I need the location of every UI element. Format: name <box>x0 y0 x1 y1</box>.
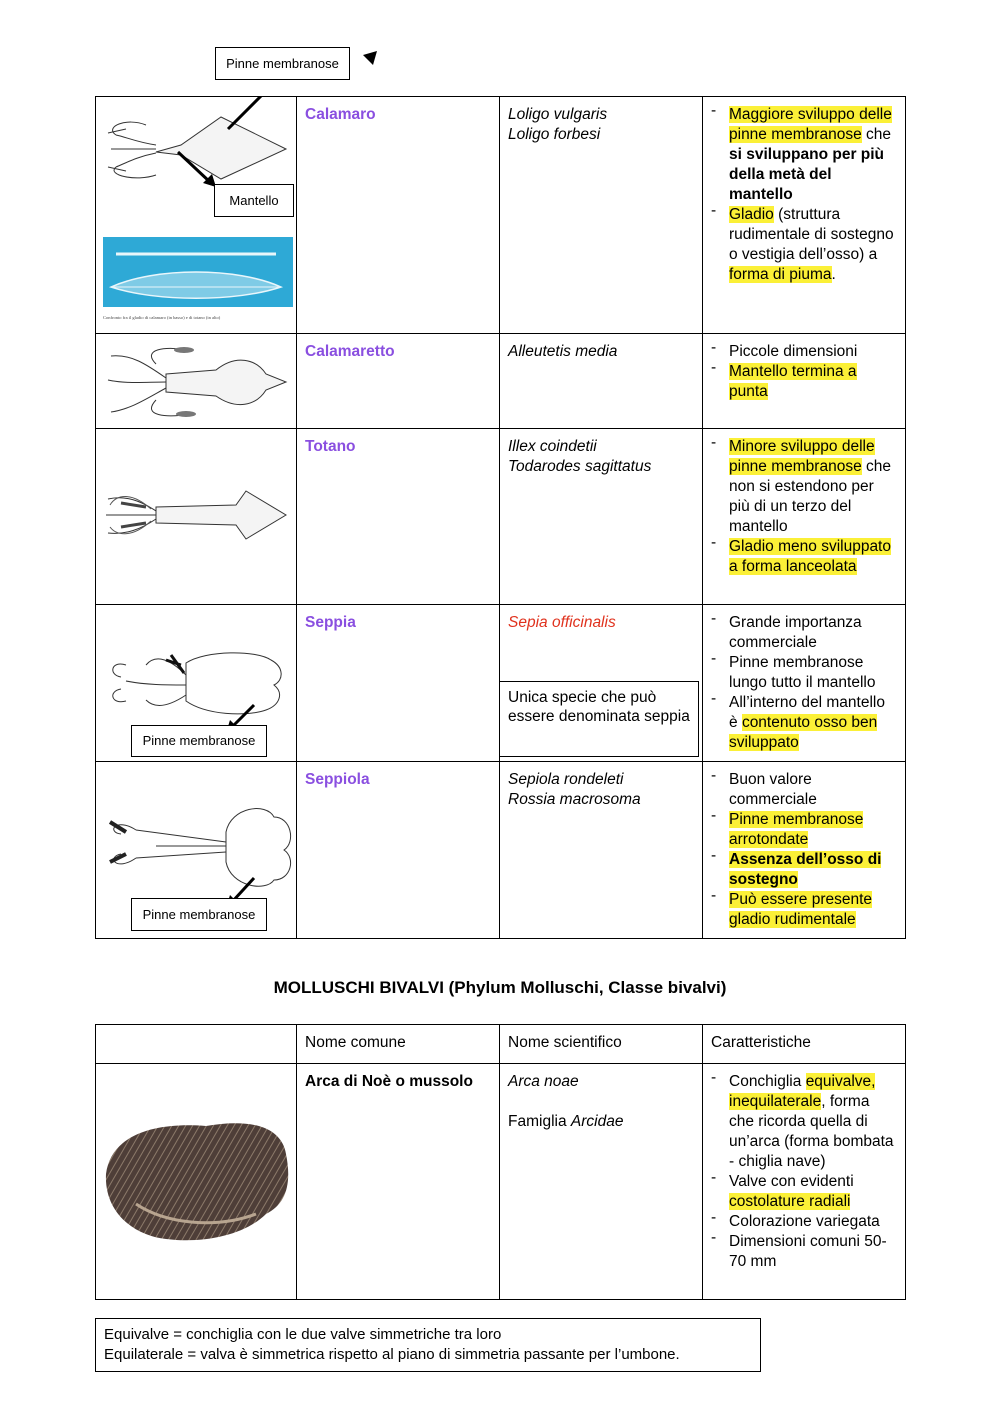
trait-text: Conchiglia <box>729 1073 806 1090</box>
sci-name: Arca noae <box>508 1073 579 1090</box>
trait-text: equivalve, inequilaterale <box>729 1073 876 1110</box>
definition-equivalve: Equivalve = conchiglia con le due valve simmetriche tra loro <box>104 1326 502 1343</box>
table-row <box>96 762 906 939</box>
common-name: Totano <box>305 438 356 455</box>
traits-list <box>711 770 897 930</box>
trait-text: costolature radiali <box>729 1193 851 1210</box>
sci-name: Sepia officinalis <box>508 614 616 631</box>
table-row <box>96 429 906 605</box>
common-name: Seppiola <box>305 771 370 788</box>
arca-traits <box>703 1064 906 1300</box>
calamaretto-drawing <box>96 334 296 428</box>
header-cell <box>96 1025 297 1064</box>
seppia-note: Unica specie che può essere denominata seppia <box>499 681 699 757</box>
table-row <box>96 97 906 334</box>
mantello-label: Mantello <box>214 184 294 217</box>
sci-name: Illex coindetii <box>508 438 597 455</box>
common-name: Calamaro <box>305 106 376 123</box>
header-cell: Nome comune <box>297 1025 500 1064</box>
totano-traits <box>703 429 906 605</box>
trait-text: Minore sviluppo delle pinne membranose <box>729 438 875 475</box>
calamaro-traits <box>703 97 906 334</box>
sci-name: Sepiola rondeleti <box>508 771 624 788</box>
seppiola-traits <box>703 762 906 939</box>
trait-text: Grande importanza commerciale <box>729 614 862 651</box>
common-name: Calamaretto <box>305 343 395 360</box>
sci-name: Todarodes sagittatus <box>508 458 652 475</box>
gladio-caption: Confronto fra il gladio di calamaro (in basso) e di totano (in alto) <box>103 315 221 320</box>
trait-text: Buon valore commerciale <box>729 771 817 808</box>
trait-text: All’interno del mantello è <box>729 694 885 731</box>
pinne-membranose-label: Pinne membranose <box>215 47 350 80</box>
list-item <box>711 437 897 537</box>
header-row <box>96 1025 906 1064</box>
list-item <box>711 342 897 362</box>
common-name: Seppia <box>305 614 356 631</box>
list-item <box>711 1072 897 1172</box>
trait-text: forma di piuma <box>729 266 832 283</box>
list-item <box>711 890 897 930</box>
traits-list <box>711 437 897 577</box>
trait-text: Assenza dell’osso di sostegno <box>729 851 882 888</box>
trait-text: (struttura rudimentale di sostegno o vestigia dell’osso) a <box>729 206 894 263</box>
trait-text: Gladio meno sviluppato a forma lanceolata <box>729 538 891 575</box>
arca-image-cell <box>96 1064 297 1300</box>
list-item <box>711 1212 897 1232</box>
trait-text: . <box>831 266 836 283</box>
family-prefix: Famiglia <box>508 1113 571 1130</box>
list-item <box>711 810 897 850</box>
traits-list <box>711 613 897 753</box>
calamaretto-traits <box>703 334 906 429</box>
trait-text: che non si estendono per più di un terzo del mantello <box>729 458 892 535</box>
cephalopods-table <box>95 96 906 939</box>
arca-shell-photo <box>96 1064 296 1298</box>
trait-text: Pinne membranose arrotondate <box>729 811 864 848</box>
sci-name: Loligo forbesi <box>508 126 601 143</box>
trait-text: si sviluppano per più della metà del mantello <box>729 146 885 203</box>
header-cell: Nome scientifico <box>500 1025 703 1064</box>
list-item <box>711 653 897 693</box>
list-item <box>711 105 897 205</box>
definition-equilaterale: Equilaterale = valva è simmetrica rispetto al piano di simmetria passante per l’umbone. <box>104 1346 680 1363</box>
traits-list <box>711 1072 897 1272</box>
traits-list <box>711 105 897 285</box>
trait-text: Dimensioni comuni 50-70 mm <box>729 1233 887 1270</box>
trait-text: Gladio <box>729 206 774 223</box>
definitions-box <box>95 1318 761 1372</box>
sci-name: Loligo vulgaris <box>508 106 608 123</box>
list-item <box>711 205 897 285</box>
trait-text: Può essere presente gladio rudimentale <box>729 891 873 928</box>
trait-text: , forma che ricorda quella di un’arca (forma bombata - chiglia nave) <box>729 1093 894 1170</box>
trait-text: Colorazione variegata <box>729 1213 880 1230</box>
table-row <box>96 1064 906 1300</box>
trait-text: Pinne membranose lungo tutto il mantello <box>729 654 876 691</box>
trait-text: che <box>861 126 892 143</box>
arrow-head-icon <box>359 49 379 69</box>
list-item <box>711 537 897 577</box>
sci-name: Alleutetis media <box>508 343 618 360</box>
list-item <box>711 1172 897 1212</box>
trait-text: Valve con evidenti <box>729 1173 854 1190</box>
family-name: Arcidae <box>570 1113 624 1130</box>
totano-drawing <box>96 429 296 604</box>
common-name: Arca di Noè o mussolo <box>305 1073 473 1090</box>
pinne-membranose-label: Pinne membranose <box>131 898 267 931</box>
list-item <box>711 362 897 402</box>
bivalves-table <box>95 1024 906 1300</box>
trait-text: Piccole dimensioni <box>729 343 858 360</box>
sci-name: Rossia macrosoma <box>508 791 641 808</box>
trait-text: Maggiore sviluppo delle pinne membranose <box>729 106 892 143</box>
table-row <box>96 605 906 762</box>
seppia-image-cell <box>96 605 297 762</box>
trait-text: contenuto osso ben sviluppato <box>729 714 878 751</box>
header-cell: Caratteristiche <box>703 1025 906 1064</box>
totano-image-cell <box>96 429 297 605</box>
calamaretto-image-cell <box>96 334 297 429</box>
seppiola-image-cell <box>96 762 297 939</box>
list-item <box>711 850 897 890</box>
table-row <box>96 334 906 429</box>
pinne-membranose-label: Pinne membranose <box>131 725 267 757</box>
trait-text: Mantello termina a punta <box>729 363 857 400</box>
calamaro-name <box>297 97 500 334</box>
seppia-traits <box>703 605 906 762</box>
list-item <box>711 1232 897 1272</box>
traits-list <box>711 342 897 402</box>
calamaro-image-cell <box>96 97 297 334</box>
list-item <box>711 693 897 753</box>
calamaro-sci <box>500 97 703 334</box>
family-line <box>508 1112 694 1132</box>
bivalvi-title: MOLLUSCHI BIVALVI (Phylum Molluschi, Classe bivalvi) <box>273 978 727 997</box>
list-item <box>711 613 897 653</box>
list-item <box>711 770 897 810</box>
